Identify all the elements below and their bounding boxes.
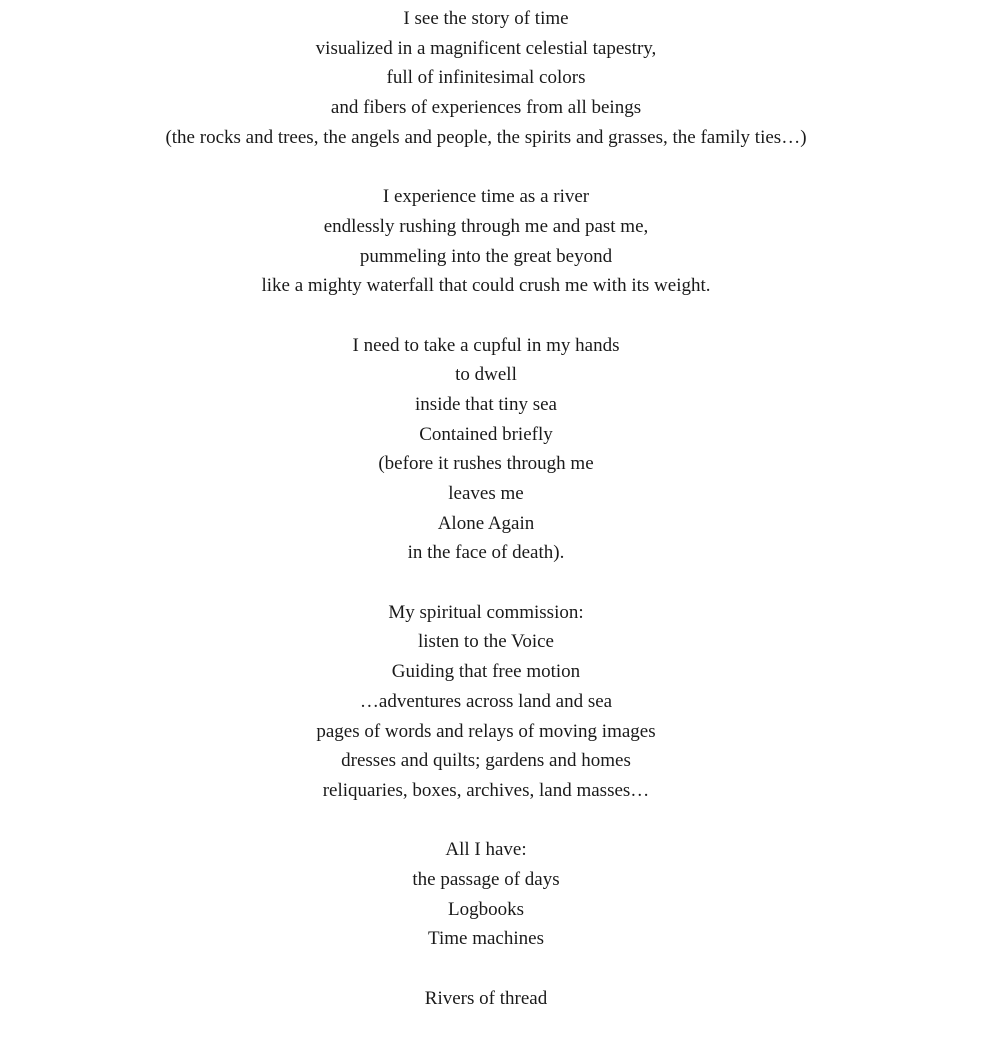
stanza-3 <box>0 331 972 569</box>
poem-line: and fibers of experiences from all beings <box>330 97 642 119</box>
poem-line: I need to take a cupful in my hands <box>352 334 620 356</box>
poem-line: Rivers of thread <box>424 987 548 1009</box>
poem-line: listen to the Voice <box>418 631 554 653</box>
poem-line: All I have: <box>445 839 527 861</box>
poem-line: Alone Again <box>437 512 535 534</box>
poem-line: Time machines <box>428 928 544 950</box>
poem-line: pummeling into the great beyond <box>359 245 613 267</box>
poem-line: reliquaries, boxes, archives, land masses… <box>322 779 650 801</box>
poem-line: visualized in a magnificent celestial tapestry, <box>315 37 657 59</box>
stanza-2 <box>0 182 972 301</box>
stanza-6 <box>0 984 972 1014</box>
poem-line: inside that tiny sea <box>415 393 557 415</box>
poem-line: Contained briefly <box>419 423 553 445</box>
poem-line: in the face of death). <box>407 542 565 564</box>
poem-line: I experience time as a river <box>382 186 590 208</box>
poem-line: endlessly rushing through me and past me, <box>323 215 649 237</box>
poem-line: (the rocks and trees, the angels and people, the spirits and grasses, the family ties…) <box>165 126 807 148</box>
poem-line: …adventures across land and sea <box>359 690 613 712</box>
poem-line: I see the story of time <box>403 8 569 29</box>
poem-line: My spiritual commission: <box>388 601 584 623</box>
poem-line: pages of words and relays of moving images <box>316 720 656 742</box>
poem-line: dresses and quilts; gardens and homes <box>341 750 631 772</box>
stanza-4 <box>0 598 972 806</box>
poem-line: Guiding that free motion <box>391 661 581 683</box>
poem-line: the passage of days <box>412 868 560 890</box>
poem <box>0 4 972 1043</box>
poem-line: (before it rushes through me <box>378 453 594 475</box>
poem-line: full of infinitesimal colors <box>386 67 586 89</box>
poem-line: to dwell <box>455 364 517 386</box>
stanza-1 <box>0 4 972 152</box>
poem-line: like a mighty waterfall that could crush me with its weight. <box>261 275 711 297</box>
poem-line: Logbooks <box>448 898 524 920</box>
stanza-5 <box>0 835 972 954</box>
poem-line: leaves me <box>448 483 524 504</box>
